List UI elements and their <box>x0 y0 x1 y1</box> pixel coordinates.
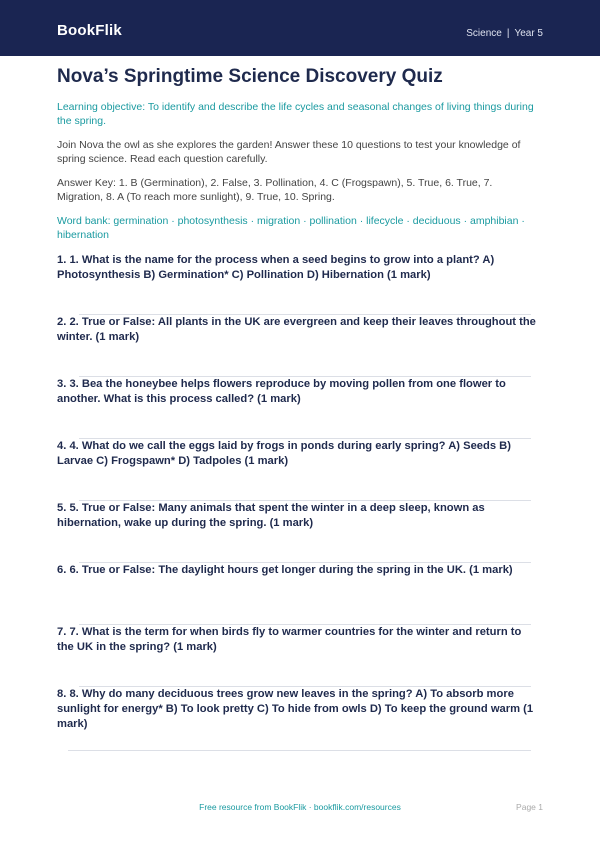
page-title: Nova’s Springtime Science Discovery Quiz <box>57 66 443 87</box>
question-text: 7. 7. What is the term for when birds fly to warmer countries for the winter and return to the UK in the spring? (1 mark) <box>57 626 522 653</box>
question-text: 1. 1. What is the name for the process when a seed begins to grow into a plant? A) Photosynthesis B) Germination* C) Pollination D) Hibernation (1 mark) <box>57 254 495 281</box>
question-item <box>57 315 537 377</box>
year-label: Year 5 <box>514 28 543 39</box>
question-text: 4. 4. What do we call the eggs laid by frogs in ponds during early spring? A) Seeds B) Larvae C) Frogspawn* D) Tadpoles (1 mark) <box>57 440 511 467</box>
question-text: 6. 6. True or False: The daylight hours get longer during the spring in the UK. (1 mark) <box>57 564 513 576</box>
question-item <box>57 563 537 625</box>
subject-label: Science <box>466 28 502 39</box>
question-text: 3. 3. Bea the honeybee helps flowers reproduce by moving pollen from one flower to another. What is this process called? (1 mark) <box>57 378 506 405</box>
question-text: 8. 8. Why do many deciduous trees grow new leaves in the spring? A) To absorb more sunlight for energy* B) To look pretty C) To hide from owls D) To keep the ground warm (1 mark) <box>57 688 534 730</box>
learning-objective: Learning objective: To identify and describe the life cycles and seasonal changes of living things during the spring. <box>57 101 534 127</box>
question-item <box>57 687 537 749</box>
intro-text: Join Nova the owl as she explores the garden! Answer these 10 questions to test your knowledge of spring science. Read each question carefully. <box>57 139 521 165</box>
question-item <box>57 253 537 315</box>
question-item <box>57 501 537 563</box>
footer-credit[interactable]: Free resource from BookFlik · bookflik.com/resources <box>199 802 401 812</box>
question-text: 5. 5. True or False: Many animals that spent the winter in a deep sleep, known as hibernation, wake up during the spring. (1 mark) <box>57 502 485 529</box>
subject-year-label <box>466 28 543 39</box>
question-text: 2. 2. True or False: All plants in the UK are evergreen and keep their leaves throughout the winter. (1 mark) <box>57 316 536 343</box>
answer-key: Answer Key: 1. B (Germination), 2. False, 3. Pollination, 4. C (Frogspawn), 5. True, 6. True, 7. Migration, 8. A (To reach more sunlight), 9. True, 10. Spring. <box>57 177 493 203</box>
question-item <box>57 439 537 501</box>
footer-divider <box>68 750 531 751</box>
question-list <box>57 253 537 749</box>
worksheet-content <box>57 66 537 749</box>
word-bank: Word bank: germination · photosynthesis · migration · pollination · lifecycle · deciduous · amphibian · hibernation <box>57 215 525 241</box>
header-bar <box>0 0 600 56</box>
page-number: Page 1 <box>516 802 543 812</box>
question-item <box>57 377 537 439</box>
brand-logo-text[interactable]: BookFlik <box>57 22 122 39</box>
separator: | <box>506 28 510 39</box>
question-item <box>57 625 537 687</box>
